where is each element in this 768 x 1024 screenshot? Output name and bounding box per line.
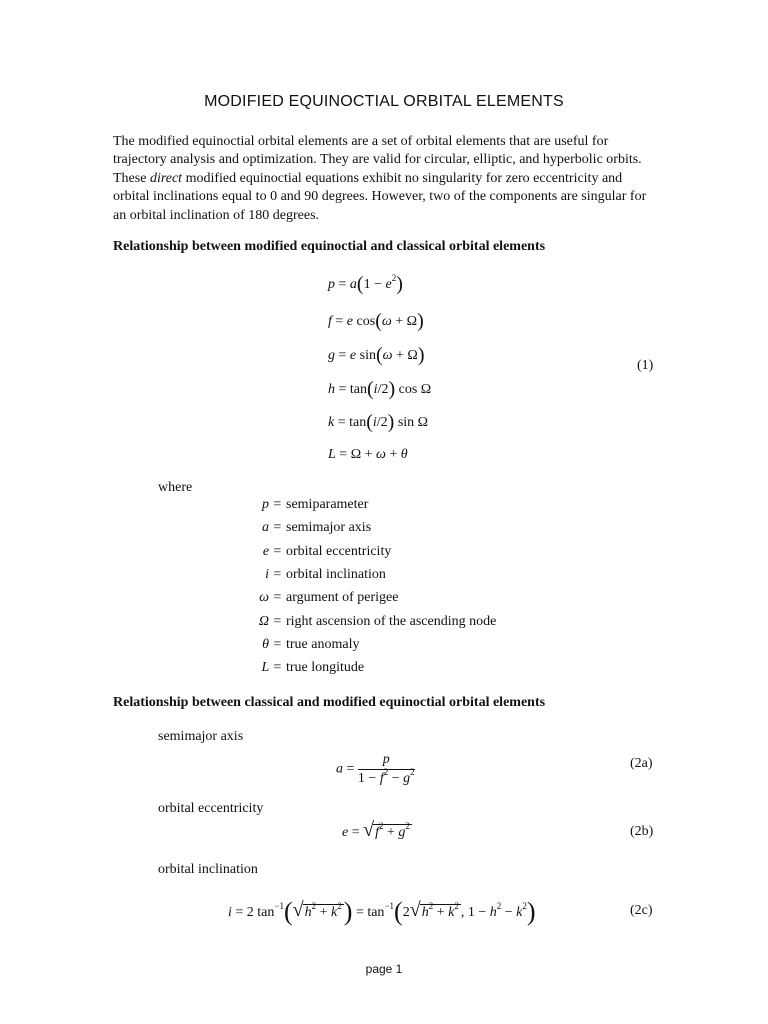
definition-symbol: θ = <box>262 636 282 652</box>
section-heading-2: Relationship between classical and modified equinoctial orbital elements <box>113 695 546 710</box>
equation-f: f = e cos(ω + Ω) <box>328 310 424 332</box>
definition-symbol: e = <box>262 543 282 559</box>
equation-number-1: (1) <box>637 358 654 373</box>
equation-2b: e = √ $f^2 + g^2$ <box>342 819 410 841</box>
equation-number-2a: (2a) <box>630 756 653 771</box>
definition-row <box>230 590 398 608</box>
equation-p: $p = a(1 - e^2)$ <box>328 273 403 295</box>
definition-text: true anomaly <box>286 636 360 652</box>
definition-text: right ascension of the ascending node <box>286 613 497 629</box>
definition-row <box>230 497 368 515</box>
equation-k: k = tan(i/2) sin Ω <box>328 411 429 433</box>
equation-l: L = Ω + ω + θ <box>328 447 408 462</box>
equation-number-2b: (2b) <box>630 824 654 839</box>
page-title: MODIFIED EQUINOCTIAL ORBITAL ELEMENTS <box>204 93 564 110</box>
definition-symbol: L = <box>261 660 282 676</box>
section-heading-1: Relationship between modified equinoctial and classical orbital elements <box>113 239 546 254</box>
definition-symbol: a = <box>262 520 282 536</box>
definition-symbol: p = <box>262 497 282 512</box>
equation-h: h = tan(i/2) cos Ω <box>328 378 432 400</box>
definition-symbol: Ω = <box>258 613 282 629</box>
equation-number-2c: (2c) <box>630 903 653 918</box>
definition-text: orbital inclination <box>286 566 386 582</box>
intro-emphasis: direct <box>149 170 183 186</box>
definition-row <box>230 567 386 585</box>
definition-text: semiparameter <box>286 497 369 512</box>
equation-g: g = e sin(ω + Ω) <box>328 344 425 366</box>
definition-text: true longitude <box>286 660 365 676</box>
label-semimajor-axis: semimajor axis <box>158 729 244 744</box>
definition-text: semimajor axis <box>286 520 372 536</box>
definition-row <box>230 520 371 538</box>
label-orbital-inclination: orbital inclination <box>158 862 258 877</box>
definition-row <box>230 544 391 562</box>
intro-text-2: modified equinoctial equations exhibit no singularity for zero eccentricity and orbital inclinations equal to 0 and 90 degrees. However, two of the components are singular for an orbital inclination of 180 degrees. <box>113 170 647 223</box>
where-label: where <box>158 480 193 495</box>
equation-2a: a = $\frac{p}{1 - f^2 - g^2}$ <box>336 752 415 786</box>
definition-symbol: ω = <box>259 590 282 606</box>
intro-paragraph <box>113 133 658 225</box>
intro-text-1: The modified equinoctial orbital elements are a set of orbital elements that are useful for trajectory analysis and optimization. They are valid for circular, elliptic, and hyperbolic orbits. These <box>113 134 642 186</box>
definition-symbol: i = <box>265 566 282 582</box>
definition-row <box>230 660 364 678</box>
definition-text: orbital eccentricity <box>286 543 392 559</box>
equation-2c: i = 2 $\tan^{-1}$( √ $h^2 + k^2) = \tan^{-1}(2$ √ $h^2 + k^2$ , $1 - h^2 - k^2$) <box>228 897 536 926</box>
label-orbital-eccentricity: orbital eccentricity <box>158 801 264 816</box>
definition-text: argument of perigee <box>286 590 399 606</box>
page-footer: page 1 <box>365 962 403 976</box>
definition-row <box>230 614 496 632</box>
definition-row <box>230 637 359 655</box>
